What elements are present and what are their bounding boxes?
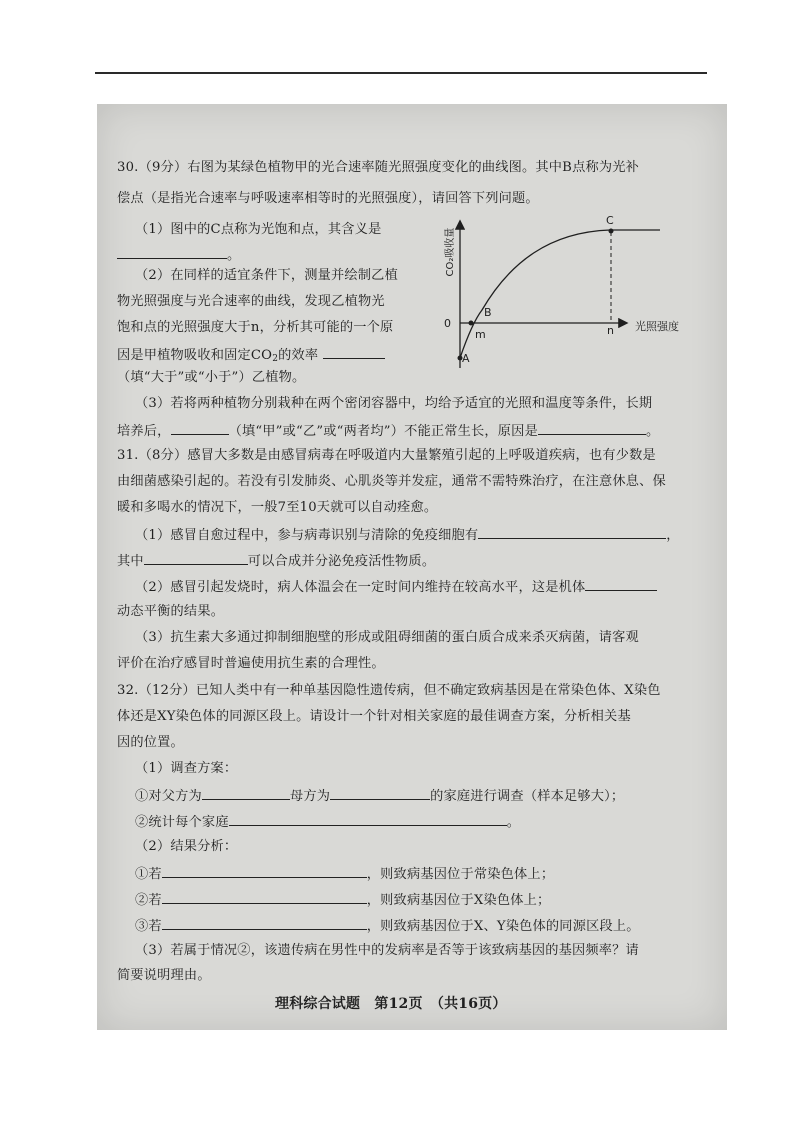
- q30-part3-text-2: （填“甲”或“乙”或“两者均”）不能正常生长，原因是: [228, 424, 538, 439]
- q30-part1-blank[interactable]: [117, 246, 227, 259]
- q32-item2-text: ②统计每个家庭: [135, 815, 229, 830]
- q32-result2: [135, 891, 550, 909]
- photosynthesis-curve: [460, 230, 660, 358]
- q32-section2-heading: （2）结果分析：: [135, 839, 238, 854]
- tick-m-label: m: [475, 328, 486, 341]
- q32-line-3: 因的位置。: [117, 735, 184, 750]
- q31-part1-line-1: [135, 526, 680, 544]
- q31-line-3: 暖和多喝水的情况下，一般7至10天就可以自动痊愈。: [117, 500, 438, 515]
- q30-part2-text-2: 的效率: [278, 348, 319, 363]
- q30-part1-end: 。: [227, 248, 241, 263]
- q30-part2-blank[interactable]: [323, 346, 385, 359]
- q30-part2-line-2: 物光照强度与光合速率的曲线，发现乙植物光: [117, 294, 385, 309]
- point-a-label: A: [462, 352, 470, 365]
- q32-item2-blank[interactable]: [229, 813, 507, 826]
- q32-result2-blank[interactable]: [162, 891, 367, 904]
- q31-part2-line-2: 动态平衡的结果。: [117, 604, 225, 619]
- point-b-label: B: [484, 306, 492, 319]
- q32-result3: [135, 917, 640, 935]
- q30-part3-end: 。: [645, 424, 660, 439]
- q30-part3-line-1: （3）若将两种植物分别栽种在两个密闭容器中，均给予适宜的光照和温度等条件，长期: [135, 396, 653, 411]
- q32-item1-blank-mother[interactable]: [330, 787, 430, 800]
- y-axis-label: CO₂吸收量: [445, 227, 456, 277]
- q32-item1-text-3: 的家庭进行调查（样本足够大）；: [430, 789, 625, 804]
- q31-part2-line-1: [135, 578, 657, 596]
- q31-line-1: 31.（8分）感冒大多数是由感冒病毒在呼吸道内大量繁殖引起的上呼吸道疾病，也有少数是: [117, 448, 656, 463]
- q30-part2-text: 因是甲植物吸收和固定CO: [117, 348, 273, 363]
- q30-part1-text: （1）图中的C点称为光饱和点，其含义是: [135, 222, 382, 237]
- q32-item1-blank-father[interactable]: [202, 787, 290, 800]
- q32-result3-text: ③若: [135, 919, 162, 934]
- q30-line-2: 偿点（是指光合速率与呼吸速率相等时的光照强度），请回答下列问题。: [117, 191, 539, 206]
- q30-part3-line-2: [117, 422, 659, 440]
- tick-n-label: n: [607, 324, 614, 337]
- q31-line-2: 由细菌感染引起的。若没有引发肺炎、心肌炎等并发症，通常不需特殊治疗，在注意休息、保: [117, 474, 666, 489]
- q31-part1-line-2: [117, 552, 435, 570]
- q32-line-2: 体还是XY染色体的同源区段上。请设计一个针对相关家庭的最佳调查方案，分析相关基: [117, 709, 631, 724]
- q32-result2-text-2: ，则致病基因位于X染色体上；: [366, 893, 551, 908]
- q32-section1-heading: （1）调查方案：: [135, 761, 238, 776]
- q31-part1-comma: ，: [666, 528, 680, 543]
- q32-item1-text-2: 母方为: [289, 789, 331, 804]
- page-footer: 理科综合试题 第12页 （共16页）: [275, 996, 507, 1012]
- q32-item2: [135, 813, 520, 831]
- q30-part3-blank-2[interactable]: [538, 422, 646, 435]
- q32-line-1: 32.（12分）已知人类中有一种单基因隐性遗传病，但不确定致病基因是在常染色体、X染色: [117, 683, 661, 698]
- q31-part3-line-2: 评价在治疗感冒时普遍使用抗生素的合理性。: [117, 656, 385, 671]
- page-top-rule: [95, 72, 707, 74]
- q32-item2-end: 。: [506, 815, 521, 830]
- photosynthesis-curve-graph: [440, 210, 685, 375]
- q31-part2-blank[interactable]: [585, 578, 657, 591]
- q31-part1-text-3: 可以合成并分泌免疫活性物质。: [247, 554, 436, 569]
- point-c-marker: [609, 229, 614, 234]
- q32-result1-blank[interactable]: [162, 865, 367, 878]
- x-axis-label: 光照强度: [635, 320, 679, 333]
- q32-result3-text-2: ，则致病基因位于X、Y染色体的同源区段上。: [366, 919, 640, 934]
- q30-part3-text: 培养后，: [117, 424, 171, 439]
- q30-line-1: 30.（9分）右图为某绿色植物甲的光合速率随光照强度变化的曲线图。其中B点称为光补: [117, 160, 640, 175]
- origin-label: 0: [444, 317, 451, 330]
- q30-part2-line-1: （2）在同样的适宜条件下，测量并绘制乙植: [135, 268, 398, 283]
- q31-part3-line-1: （3）抗生素大多通过抑制细胞壁的形成或阻碍细菌的蛋白质合成来杀灭病菌，请客观: [135, 630, 639, 645]
- point-b-marker: [469, 321, 474, 326]
- q30-part2-line-5: （填“大于”或“小于”）乙植物。: [117, 370, 306, 385]
- q30-part2-line-3: 饱和点的光照强度大于n，分析其可能的一个原: [117, 320, 394, 335]
- q31-part1-text: （1）感冒自愈过程中，参与病毒识别与清除的免疫细胞有: [135, 528, 479, 543]
- q31-part1-blank-2[interactable]: [144, 552, 248, 565]
- q32-part3-line-1: （3）若属于情况②，该遗传病在男性中的发病率是否等于该致病基因的基因频率？请: [135, 943, 639, 958]
- q32-result1-text: ①若: [135, 867, 162, 882]
- q30-part2-line-4: [117, 346, 385, 367]
- q30-part3-blank-1[interactable]: [171, 422, 229, 435]
- q32-result1: [135, 865, 554, 883]
- q32-result1-text-2: ，则致病基因位于常染色体上；: [366, 867, 555, 882]
- q32-result3-blank[interactable]: [162, 917, 367, 930]
- q32-item1-text: ①对父方为: [135, 789, 202, 804]
- q31-part1-blank-1[interactable]: [478, 526, 666, 539]
- point-c-label: C: [606, 214, 614, 227]
- q31-part2-text: （2）感冒引起发烧时，病人体温会在一定时间内维持在较高水平，这是机体: [135, 580, 586, 595]
- q32-item1: [135, 787, 624, 805]
- co2-subscript: 2: [272, 354, 279, 364]
- q31-part1-text-2: 其中: [117, 554, 144, 569]
- q32-result2-text: ②若: [135, 893, 162, 908]
- q30-part1-answer-line: [117, 246, 240, 264]
- q32-part3-line-2: 简要说明理由。: [117, 968, 211, 983]
